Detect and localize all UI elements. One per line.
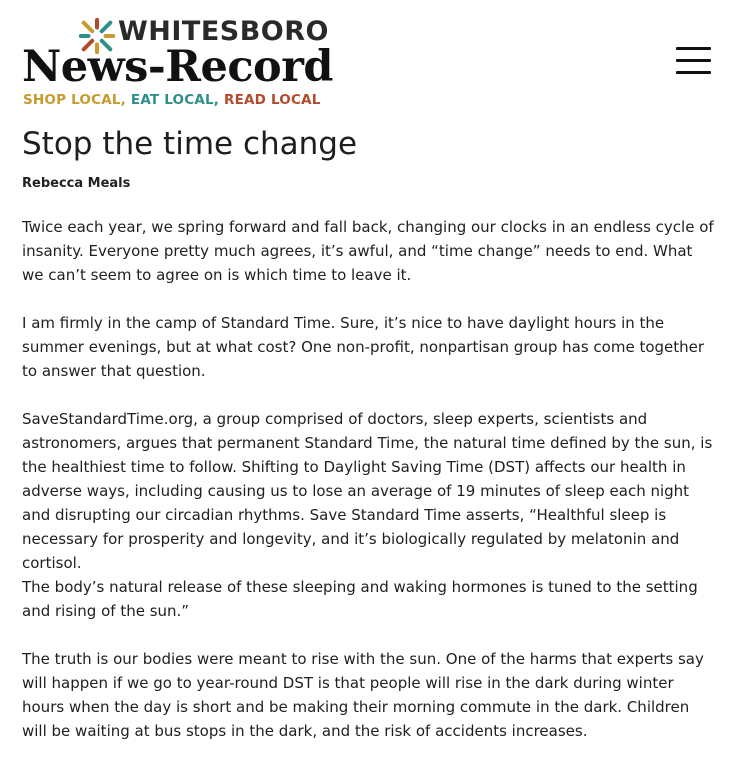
- article-paragraph: I am firmly in the camp of Standard Time. Sure, it’s nice to have daylight hours in the summer evenings, but at what cost? One non-profit, nonpartisan group has come together to answer that question.: [22, 314, 705, 380]
- article-paragraph: SaveStandardTime.org, a group comprised of doctors, sleep experts, scientists and astronomers, argues that permanent Standard Time, the natural time defined by the sun, is the healthiest time to follow. Shifting to Daylight Saving Time (DST) affects our health in adverse ways, including causing us to lose an average of 19 minutes of sleep each night and disrupting our circadian rhythms. Save Standard Time asserts, “Healthful sleep is necessary for prosperity and longevity, and it’s biologically regulated by melatonin and cortisol.: [22, 410, 713, 572]
- article: [22, 124, 714, 767]
- article-body: [22, 215, 714, 743]
- article-author: Rebecca Meals: [22, 176, 131, 191]
- menu-line: [676, 47, 711, 50]
- site-logo[interactable]: [22, 14, 333, 114]
- tagline-shop: SHOP LOCAL,: [23, 92, 126, 108]
- article-paragraph: Twice each year, we spring forward and fall back, changing our clocks in an endless cycle of insanity. Everyone pretty much agrees, it’s awful, and “time change” needs to end. What we can’t seem to agree on is which time to leave it.: [22, 218, 714, 284]
- menu-line: [676, 71, 711, 74]
- hamburger-menu-icon[interactable]: [674, 44, 714, 78]
- tagline-read: READ LOCAL: [224, 92, 321, 108]
- logo-brand-top: WHITESBORO: [118, 16, 330, 47]
- article-paragraph: The body’s natural release of these sleeping and waking hormones is tuned to the setting and rising of the sun.”: [22, 578, 698, 620]
- article-paragraph: The truth is our bodies were meant to rise with the sun. One of the harms that experts say will happen if we go to year-round DST is that people will rise in the dark during winter hours when the day is short and be making their morning commute in the dark. Children will be waiting at bus stops in the dark, and the risk of accidents increases.: [22, 650, 704, 740]
- tagline-eat: EAT LOCAL,: [130, 92, 220, 108]
- menu-line: [676, 59, 711, 62]
- logo-tagline: [23, 94, 321, 108]
- logo-brand-main: News-Record: [22, 42, 333, 92]
- site-header: [0, 0, 733, 120]
- article-title: Stop the time change: [22, 126, 358, 162]
